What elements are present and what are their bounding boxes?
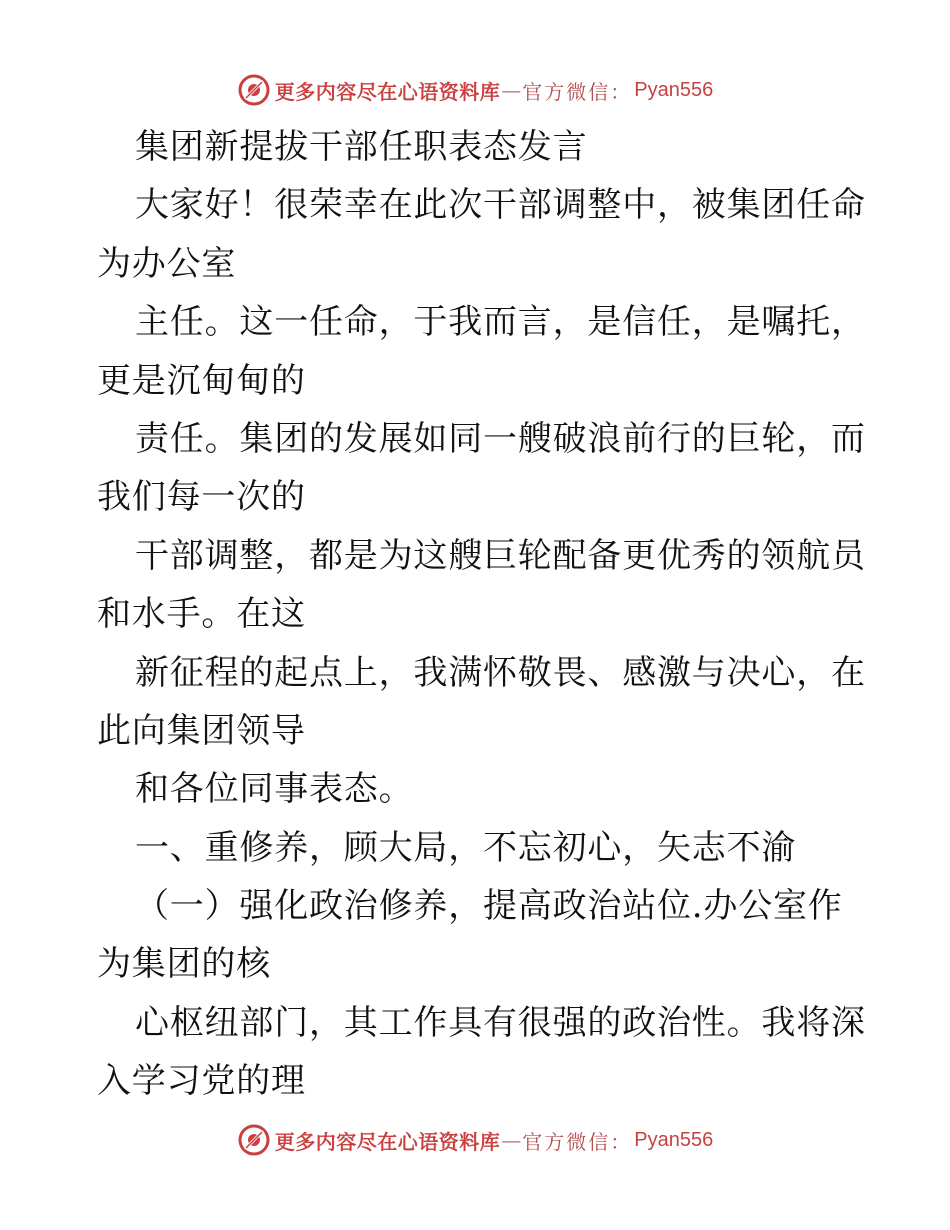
text-line: 心枢纽部门，其工作具有很强的政治性。我将深 xyxy=(135,1002,866,1043)
banner-label: 官方微信： xyxy=(522,79,633,104)
text-line: 主任。这一任命，于我而言，是信任，是嘱托， xyxy=(135,302,866,343)
banner-brand: 更多内容尽在心语资料库 xyxy=(274,1129,501,1154)
subsection-heading: （一）强化政治修养，提高政治站位.办公室作 xyxy=(135,886,843,927)
text-line: 为集团的核 xyxy=(97,944,271,985)
section-heading: 一、重修养，顾大局，不忘初心，矢志不渝 xyxy=(135,827,797,868)
text-line: 责任。集团的发展如同一艘破浪前行的巨轮，而 xyxy=(135,418,866,459)
text-line: 新征程的起点上，我满怀敬畏、感激与决心，在 xyxy=(135,652,866,693)
text-line: 为办公室 xyxy=(97,243,237,284)
banner-wechat-id: Pyan556 xyxy=(634,1128,714,1151)
text-line: 和水手。在这 xyxy=(97,594,306,635)
document-body xyxy=(97,118,866,1111)
banner-label: 官方微信： xyxy=(522,1129,633,1154)
text-line: 更是沉甸甸的 xyxy=(97,360,306,401)
logo-icon xyxy=(237,1123,271,1157)
document-title: 集团新提拔干部任职表态发言 xyxy=(135,127,588,167)
text-line: 此向集团领导 xyxy=(97,710,306,751)
text-line: 我们每一次的 xyxy=(97,477,306,518)
text-line: 干部调整，都是为这艘巨轮配备更优秀的领航员 xyxy=(135,535,866,576)
logo-icon xyxy=(237,73,271,107)
banner-separator: — xyxy=(501,1128,522,1152)
header-banner xyxy=(0,70,950,110)
text-line: 入学习党的理 xyxy=(97,1061,306,1102)
footer-banner xyxy=(0,1120,950,1160)
banner-separator: — xyxy=(501,78,522,102)
text-line: 大家好！很荣幸在此次干部调整中，被集团任命 xyxy=(135,185,866,226)
text-line: 和各位同事表态。 xyxy=(135,769,414,810)
banner-wechat-id: Pyan556 xyxy=(634,78,714,101)
banner-brand: 更多内容尽在心语资料库 xyxy=(274,79,501,104)
